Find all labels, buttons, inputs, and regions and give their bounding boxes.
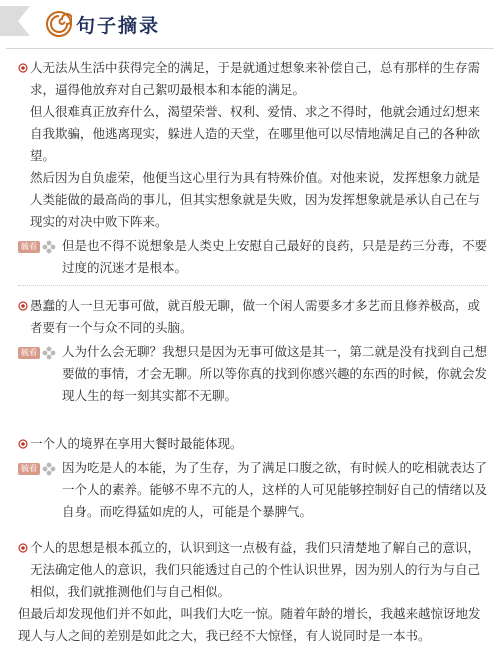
page-title: 句子摘录: [76, 15, 161, 37]
flower-icon: [42, 240, 56, 254]
swirl-icon: [46, 11, 72, 37]
paragraph-text: 一个人的境界在享用大餐时最能体现。: [30, 436, 243, 451]
paragraph-text: 但人很难真正放弃什么，渴望荣誉、权利、爱情、求之不得时，他就会通过幻想来自我欺骗，他逃离现实，躲进人造的天堂，在哪里他可以尽情地满足自己的各种欲望。: [30, 104, 481, 163]
flower-icon: [42, 462, 56, 476]
excerpt-entry: [18, 57, 488, 279]
excerpt-paragraph: [18, 537, 488, 603]
paragraph-text: 然后因为自负虚荣，他便当这心里行为具有特殊价值。对他来说，发挥想象力就是人类能做的最高尚的事儿，但其实想象就是失败，因为发挥想象就是承认自己在与现实的对决中败下阵来。: [30, 170, 481, 229]
excerpt-paragraph: [18, 295, 488, 339]
comment-block: [18, 341, 488, 407]
excerpt-paragraph: [18, 101, 488, 167]
paragraph-text: 个人的思想是根本孤立的，认识到这一点极有益，我们只清楚地了解自己的意识，无法确定他人的意识，我们只能透过自己的个性认识世界，因为别人的行为与自己相似，我们就推测他们与自己相似。: [30, 540, 481, 599]
comment-block: [18, 235, 488, 279]
excerpt-entry: [18, 295, 488, 407]
header: [6, 0, 494, 49]
excerpt-entry: [18, 433, 488, 523]
excerpt-paragraph: [18, 433, 488, 455]
comment-block: [18, 457, 488, 523]
bullet-icon: [18, 543, 28, 553]
excerpt-paragraph: [18, 603, 488, 647]
divider: [18, 285, 488, 287]
excerpt-paragraph: [18, 57, 488, 101]
comment-text: 人为什么会无聊？我想只是因为无事可做这是其一，第二就是没有找到自己想要做的事情，才会无聊。所以等你真的找到你感兴趣的东西的时候，你就会发现人生的每一刻其实都不无聊。: [62, 344, 488, 403]
comment-tag: [18, 346, 56, 360]
flower-icon: [42, 346, 56, 360]
comment-text: 因为吃是人的本能，为了生存，为了满足口腹之欲，有时候人的吃相就表达了一个人的素养。能够不卑不亢的人，这样的人可见能够控制好自己的情绪以及自身。而吃得猛如虎的人，可能是个暴脾气。: [62, 460, 488, 519]
comment-tag: [18, 462, 56, 476]
comment-tag: [18, 240, 56, 254]
bullet-icon: [18, 301, 28, 311]
excerpt-list: [0, 57, 500, 647]
comment-text: 但是也不得不说想象是人类史上安慰自己最好的良药，只是是药三分毒，不要过度的沉迷才是根本。: [62, 238, 488, 275]
paragraph-text: 但最后却发现他们并不如此，叫我们大吃一惊。随着年龄的增长，我越来越惊讶地发现人与人之间的差别是如此之大，我已经不大惊怪，有人说同时是一本书。: [18, 606, 481, 643]
comment-tag-label: 毓看: [18, 347, 40, 359]
header-bar-decoration: [0, 6, 30, 36]
excerpt-paragraph: [18, 167, 488, 233]
comment-tag-label: 毓看: [18, 463, 40, 475]
comment-tag-label: 毓看: [18, 241, 40, 253]
bullet-icon: [18, 439, 28, 449]
paragraph-text: 愚蠢的人一旦无事可做，就百般无聊，做一个闲人需要多才多艺而且修养极高，或者要有一个与众不同的头脑。: [30, 298, 481, 335]
bullet-icon: [18, 63, 28, 73]
paragraph-text: 人无法从生活中获得完全的满足，于是就通过想象来补偿自己，总有那样的生存需求，逼得他放弃对自己絮叨最根本和本能的满足。: [30, 60, 481, 97]
excerpt-entry: [18, 537, 488, 647]
